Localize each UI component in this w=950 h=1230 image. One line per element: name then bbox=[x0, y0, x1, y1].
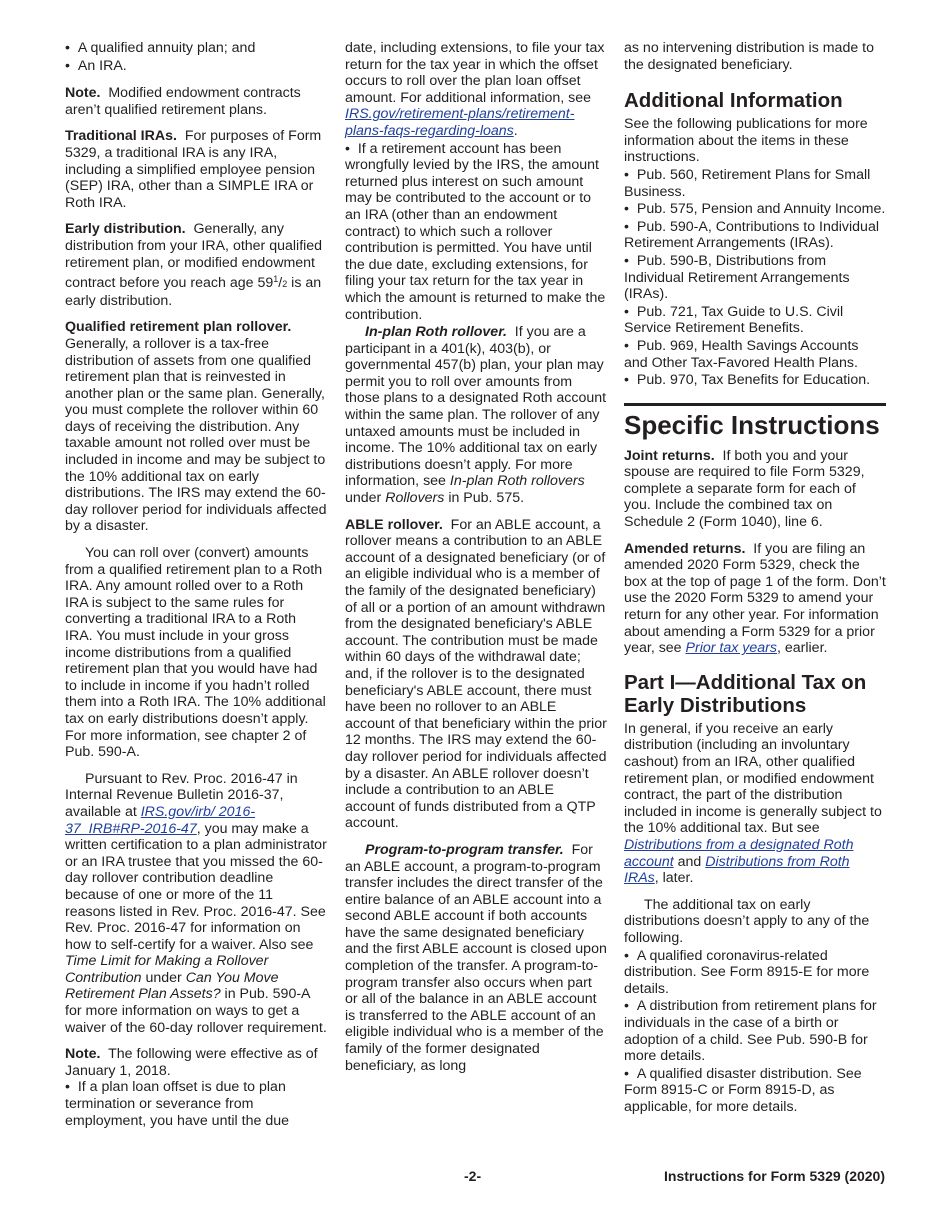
roth-iras-link[interactable]: Distributions from Roth IRAs bbox=[624, 853, 850, 887]
pub-560: • Pub. 560, Retirement Plans for Small Business. bbox=[624, 167, 886, 200]
roth-conversion: You can roll over (convert) amounts from a qualified retirement plan to a Roth IRA. Any amount rolled over to a Roth IRA is subject to the same rules for converting a traditional IRA to a Roth IRA. You must include in your gross income distributions from a qualified retirement plan that you would have had to include in income if you hadn’t rolled them into a Roth IRA. The 10% additional tax on early distributions doesn’t apply. For more information, see chapter 2 of Pub. 590-A. bbox=[65, 545, 326, 761]
note-2018: Note. The following were effective as of January 1, 2018. bbox=[65, 1046, 318, 1079]
pub-590a: • Pub. 590-A, Contributions to Individual Retirement Arrangements (IRAs). bbox=[624, 219, 886, 252]
prior-tax-years-link[interactable]: Prior tax years bbox=[685, 640, 777, 657]
pub-590b: • Pub. 590-B, Distributions from Individual Retirement Arrangements (IRAs). bbox=[624, 253, 886, 303]
pub-970: • Pub. 970, Tax Benefits for Education. bbox=[624, 372, 886, 389]
pub-721: • Pub. 721, Tax Guide to U.S. Civil Service Retirement Benefits. bbox=[624, 304, 886, 337]
rev-proc-waiver: Pursuant to Rev. Proc. 2016-47 in Internal Revenue Bulletin 2016-37, available at IRS.gov/irb/ 2016-37_IRB#RP-2016-47, you may make a written certification to a plan administrator or an IRA trustee that you missed the 60-day rollover contribution deadline because of one or more of the 11 reasons listed in Rev. Proc. 2016-47. See Rev. Proc. 2016-47 for information on how to self-certify for a waiver. Also see Time Limit for Making a Rollover Contribution under Can You Move Retirement Plan Assets? in Pub. 590-A for more information on ways to get a waiver of the 60-day rollover requirement. bbox=[65, 770, 327, 1036]
able-continued: as no intervening distribution is made to the designated beneficiary. bbox=[624, 40, 874, 73]
exception-birth-adoption: • A distribution from retirement plans for individuals in the case of a birth or adoption of a child. See Pub. 590-B for more details. bbox=[624, 998, 886, 1064]
footer-title: Instructions for Form 5329 (2020) bbox=[664, 1168, 885, 1184]
traditional-iras: Traditional IRAs. For purposes of Form 5329, a traditional IRA is any IRA, including a simplified employee pension (SEP) IRA, other than a SIMPLE IRA or Roth IRA. bbox=[65, 128, 322, 211]
irb-link[interactable]: IRS.gov/irb/ 2016-37_IRB#RP-2016-47 bbox=[65, 803, 256, 837]
additional-information-heading: Additional Information bbox=[624, 89, 843, 113]
program-to-program-transfer: Program-to-program transfer. For an ABLE account, a program-to-program transfer includes the direct transfer of the entire balance of an ABLE account into a second ABLE account if both accounts have the same designated beneficiary and the first ABLE account is closed upon completion of the transfer. A program-to-program transfer also occurs when part or all of the balance in an ABLE account is transferred to the ABLE account of an eligible individual who is a member of the family of the former designated beneficiary, as long bbox=[345, 841, 607, 1074]
column-3 bbox=[624, 40, 886, 1116]
able-rollover: ABLE rollover. For an ABLE account, a rollover means a contribution to an ABLE account of a designated beneficiary (or of an eligible individual who is a member of the family of the designated beneficiary) of all or a portion of an amount withdrawn from the designated beneficiary's ABLE account. The contribution must be made within 60 days of the withdrawal date; and, if the rollover is to the designated beneficiary's ABLE account, there must have been no rollover to an ABLE account of that beneficiary within the prior 12 months. The IRS may extend the 60-day rollover period for individuals affected by a disaster. An ABLE rollover doesn’t include a contribution to an ABLE account of funds distributed from a QTP account. bbox=[345, 516, 607, 832]
loan-offset-continued: date, including extensions, to file your tax return for the tax year in which the offset occurs to roll over the plan loan offset amount. For additional information, see IRS.gov/retirement-plans/retirement-plans-faqs-regarding-loans. bbox=[345, 40, 605, 139]
note-endowment: Note. Modified endowment contracts aren’t qualified retirement plans. bbox=[65, 85, 301, 118]
qualified-plan-rollover: Qualified retirement plan rollover. Generally, a rollover is a tax-free distribution of assets from one qualified retirement plan that is reinvested in another plan or the same plan. Generally, you must complete the rollover within 60 days of receiving the distribution. Any taxable amount not rolled over must be included in income and may be subject to the 10% additional tax on early distributions. The IRS may extend the 60-day rollover period for individuals affected by a disaster. bbox=[65, 319, 327, 535]
bullet-ira: • An IRA. bbox=[65, 58, 327, 75]
bullet-wrongful-levy: • If a retirement account has been wrongfully levied by the IRS, the amount returned plus interest on such amount may be contributed to the account or to an IRA (other than an endowment contract) to which such a rollover contribution is permitted. You have until the due date, excluding extensions, for filing your tax return for the tax year in which the amount is returned to make the contribution. bbox=[345, 141, 607, 324]
roth-account-link[interactable]: Distributions from a designated Roth account bbox=[624, 836, 854, 870]
early-distribution: Early distribution. Generally, any distribution from your IRA, other qualified retirement plan, or modified endowment contract before you reach age $59^1/2$ is an early distribution. bbox=[65, 221, 323, 309]
column-1 bbox=[65, 40, 327, 1130]
exceptions-intro: The additional tax on early distributions doesn’t apply to any of the following. bbox=[624, 896, 870, 946]
retirement-faq-link[interactable]: IRS.gov/retirement-plans/retirement-plans-faqs-regarding-loans bbox=[345, 106, 575, 139]
joint-returns: Joint returns. If both you and your spouse are required to file Form 5329, complete a separate form for each of you. Include the combined tax on Schedule 2 (Form 1040), line 6. bbox=[624, 447, 865, 531]
pub-969: • Pub. 969, Health Savings Accounts and Other Tax-Favored Health Plans. bbox=[624, 338, 886, 371]
exception-coronavirus: • A qualified coronavirus-related distribution. See Form 8915-E for more details. bbox=[624, 948, 886, 998]
amended-returns: Amended returns. If you are filing an amended 2020 Form 5329, check the box at the top of page 1 of the form. Don’t use the 2020 Form 5329 to amend your return for any other year. For information about amending a Form 5329 for a prior year, see Prior tax years, earlier. bbox=[624, 540, 886, 657]
bullet-loan-offset: • If a plan loan offset is due to plan termination or severance from employment, you have until the due bbox=[65, 1079, 327, 1129]
part-1-heading: Part I—Additional Tax on Early Distributions bbox=[624, 670, 867, 717]
bullet-annuity: • A qualified annuity plan; and bbox=[65, 40, 327, 57]
pub-575: • Pub. 575, Pension and Annuity Income. bbox=[624, 201, 886, 218]
part-1-intro: In general, if you receive an early distribution (including an involuntary cashout) from an IRA, other qualified retirement plan, or modified endowment contract, the part of the distribution included in income is generally subject to the 10% additional tax. But see Distributions from a designated Roth account and Distributions from Roth IRAs, later. bbox=[624, 720, 882, 887]
in-plan-roth-rollover: In-plan Roth rollover. If you are a participant in a 401(k), 403(b), or governmental 457(b) plan, your plan may permit you to roll over amounts from those plans to a designated Roth account within the same plan. The rollover of any untaxed amounts must be included in income. The 10% additional tax on early distributions doesn’t apply. For more information, see In-plan Roth rollovers under Rollovers in Pub. 575. bbox=[345, 324, 607, 507]
column-2 bbox=[345, 40, 607, 1084]
page-number: -2- bbox=[464, 1168, 482, 1184]
additional-information-text: See the following publications for more information about the items in these instructions. bbox=[624, 116, 868, 166]
exception-disaster: • A qualified disaster distribution. See Form 8915-C or Form 8915-D, as applicable, for more details. bbox=[624, 1066, 886, 1116]
specific-instructions-heading: Specific Instructions bbox=[624, 403, 886, 440]
